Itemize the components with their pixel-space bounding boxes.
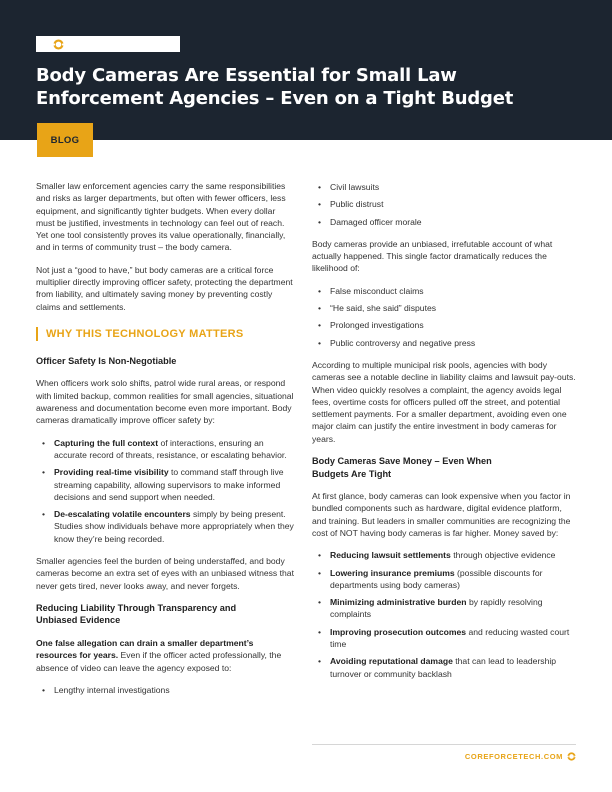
officer-bullet-list bbox=[36, 437, 296, 545]
page-title: Body Cameras Are Essential for Small Law Enforcement Agencies – Even on a Tight Budget bbox=[36, 65, 514, 109]
account-paragraph: Body cameras provide an unbiased, irrefutable account of what actually happened. This single factor dramatically reduces the likelihood of: bbox=[312, 238, 553, 274]
list-item: • Providing real-time visibility to command staff through live streaming capability, allowing supervisors to make informed decisions and send support when needed. bbox=[36, 466, 296, 503]
likelihood-bullet-list bbox=[312, 285, 576, 349]
list-item: • Civil lawsuits bbox=[312, 181, 576, 193]
subheading-officer-safety: Officer Safety Is Non-Negotiable bbox=[36, 355, 177, 366]
section-heading: WHY THIS TECHNOLOGY MATTERS bbox=[36, 327, 296, 341]
list-item: • Public controversy and negative press bbox=[312, 337, 576, 349]
list-item: • Lowering insurance premiums (possible discounts for departments using body cameras) bbox=[312, 567, 576, 592]
footer-divider bbox=[312, 744, 576, 745]
risk-pools-paragraph: According to multiple municipal risk pools, agencies with body cameras see a notable decline in liability claims and lawsuit pay-outs. When video quickly resolves a complaint, the agency avoids legal fees, overtime costs for officers pulled off the street, and potential settlement payments. For a smaller department, avoiding even one major claim can justify the entire investment in body cameras for years. bbox=[312, 359, 576, 444]
officer-closing-paragraph: Smaller agencies feel the burden of being understaffed, and body cameras become an extra set of eyes with an unbiased witness that never gets tired, never looks away, and never forgets. bbox=[36, 556, 294, 591]
intro-paragraph: Not just a “good to have,” but body cameras are a critical force multiplier directly improving officer safety, protecting the department from liability, and ultimately saving money by preventing costly claims and settlements. bbox=[36, 264, 293, 312]
brand-logo-icon bbox=[53, 39, 64, 50]
footer bbox=[465, 752, 576, 761]
list-item: • Prolonged investigations bbox=[312, 319, 576, 331]
list-item: • Lengthy internal investigations bbox=[36, 684, 296, 696]
list-item: • False misconduct claims bbox=[312, 285, 576, 297]
list-item: • De-escalating volatile encounters simply by being present. Studies show individuals behave more appropriately when they know they’re being recorded. bbox=[36, 508, 296, 545]
liability-bullet-list bbox=[36, 684, 296, 696]
brand-logo-icon bbox=[567, 752, 576, 761]
list-item: • “He said, she said” disputes bbox=[312, 302, 576, 314]
money-bullet-list bbox=[312, 549, 576, 680]
footer-website-link[interactable]: COREFORCETECH.COM bbox=[464, 752, 563, 761]
left-column bbox=[36, 180, 296, 706]
list-item: • Reducing lawsuit settlements through objective evidence bbox=[312, 549, 576, 561]
liability-paragraph: One false allegation can drain a smaller department’s resources for years. Even if the officer acted professionally, the absence of video can leave the agency exposed to: bbox=[36, 637, 282, 673]
intro-paragraph: Smaller law enforcement agencies carry the same responsibilities and risks as larger departments, but often with fewer officers, less equipment, and significantly tighter budgets. When every dollar must be justified, investments in technology can feel out of reach. Yet one tool consistently proves its value operationally, financially, and in terms of community trust – the body camera. bbox=[36, 181, 286, 253]
list-item: • Capturing the full context of interactions, ensuring an accurate record of threats, resistance, or escalating behavior. bbox=[36, 437, 296, 462]
exposure-bullet-list bbox=[312, 181, 576, 228]
subheading-save-money: Body Cameras Save Money – Even When Budgets Are Tight bbox=[312, 456, 492, 479]
subheading-liability: Reducing Liability Through Transparency and Unbiased Evidence bbox=[36, 602, 237, 626]
right-column bbox=[312, 181, 576, 690]
money-paragraph: At first glance, body cameras can look expensive when you factor in bundled components such as hardware, digital evidence platform, and training. But leaders in smaller communities are recognizing the cost of NOT having body cameras is far higher. Money saved by: bbox=[312, 491, 571, 538]
list-item: • Improving prosecution outcomes and reducing wasted court time bbox=[312, 626, 576, 651]
list-item: • Minimizing administrative burden by rapidly resolving complaints bbox=[312, 596, 576, 621]
list-item: • Damaged officer morale bbox=[312, 216, 576, 228]
blog-badge: BLOG bbox=[37, 123, 93, 157]
list-item: • Public distrust bbox=[312, 198, 576, 210]
officer-paragraph: When officers work solo shifts, patrol wide rural areas, or respond with limited backup, common realities for small agencies, situational awareness and documentation become even more important. Body cameras dramatically improve officer safety by: bbox=[36, 378, 294, 426]
list-item: • Avoiding reputational damage that can lead to leadership turnover or community backlash bbox=[312, 655, 576, 680]
